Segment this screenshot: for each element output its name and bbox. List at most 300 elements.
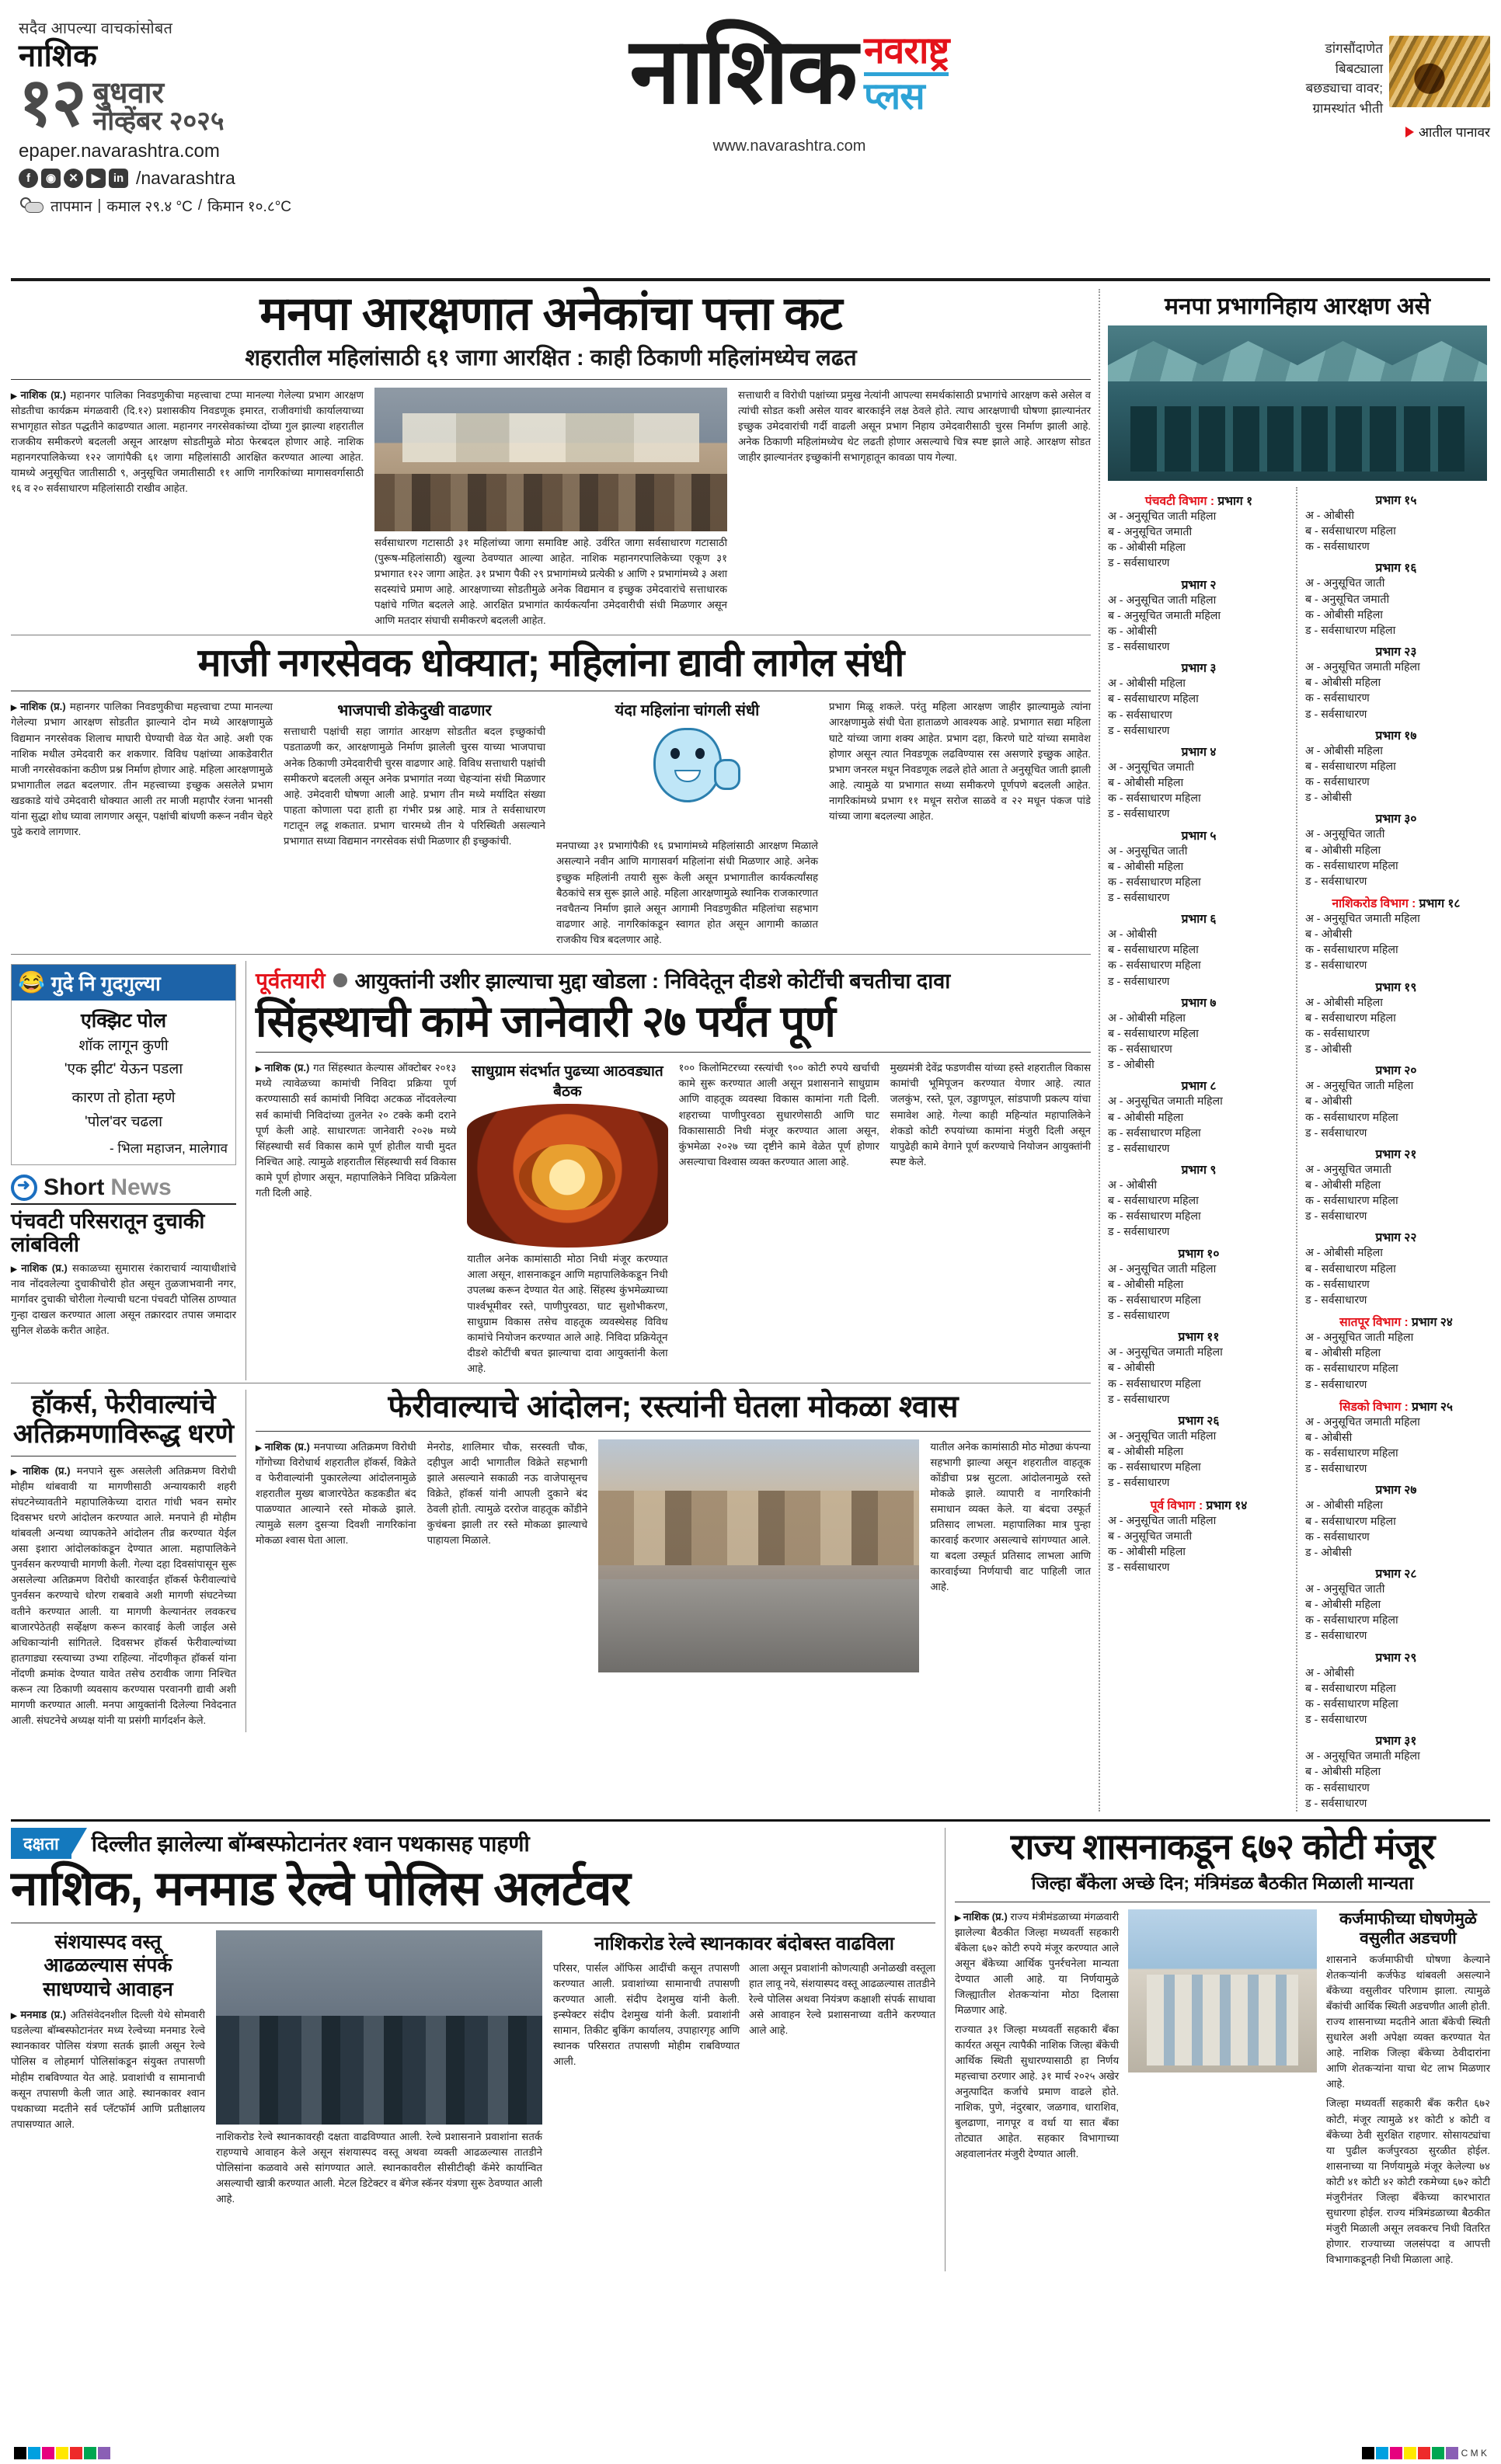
reservation-row: क - सर्वसाधारण महिला <box>1108 1461 1201 1474</box>
reservation-row: ड - सर्वसाधारण <box>1305 959 1367 973</box>
masthead-center <box>322 17 1257 272</box>
reservation-row: क - सर्वसाधारण <box>1108 1043 1172 1056</box>
facebook-icon[interactable]: f <box>19 169 38 188</box>
hawkers-col-4 <box>930 1439 1091 1672</box>
reservation-row: क - सर्वसाधारण महिला <box>1108 1126 1201 1140</box>
x-icon[interactable]: ✕ <box>64 169 83 188</box>
reservation-row: ड - सर्वसाधारण <box>1108 1142 1170 1155</box>
reservation-row: क - सर्वसाधारण महिला <box>1305 859 1398 872</box>
linkedin-icon[interactable]: in <box>109 169 128 188</box>
reservation-dept-heading: सिडको विभाग : प्रभाग २५ <box>1339 1400 1453 1414</box>
reservation-row: अ - अनुसूचित जमाती महिला <box>1305 912 1420 925</box>
instagram-icon[interactable]: ◉ <box>41 169 61 188</box>
logo <box>629 20 949 124</box>
reservation-row: ब - ओबीसी महिला <box>1305 1766 1381 1779</box>
date-day: १२ <box>19 65 85 140</box>
reservation-row: अ - अनुसूचित जाती महिला <box>1305 1331 1414 1345</box>
promo-text <box>1306 36 1383 118</box>
railway-subheadline: नाशिकरोड रेल्वे स्थानकावर बंदोबस्त वाढविला <box>594 1933 895 1954</box>
lead-col-2 <box>374 388 727 632</box>
main-column <box>11 289 1091 1811</box>
reservation-row: क - सर्वसाधारण <box>1305 776 1370 789</box>
reservation-prabhag-heading: प्रभाग २८ <box>1375 1567 1417 1581</box>
social-handle: /navarashtra <box>136 167 235 188</box>
reservation-row: ड - सर्वसाधारण <box>1305 1797 1367 1810</box>
tagline: सदैव आपल्या वाचकांसोबत <box>19 20 173 37</box>
promo-footer-text: आतील पानावर <box>1418 125 1490 140</box>
reservation-row: अ - अनुसूचित जाती महिला <box>1108 1262 1217 1276</box>
reservation-row: क - सर्वसाधारण महिला <box>1305 1363 1398 1376</box>
footer-bar <box>0 2447 1501 2464</box>
reservation-prabhag-heading: प्रभाग २१ <box>1375 1147 1417 1161</box>
color-chip <box>1446 2447 1458 2459</box>
hawkers-columns <box>256 1439 1091 1672</box>
hawkers-left <box>11 1390 236 1732</box>
hawkers-row <box>11 1390 1091 1732</box>
logo-brand-line2: प्लस <box>864 76 925 117</box>
reservation-row: ब - सर्वसाधारण महिला <box>1108 1027 1199 1040</box>
second-col3-body: मनपाच्या ३१ प्रभागांपैकी १६ प्रभागांमध्ये महिलांसाठी आरक्षण मिळाले असल्याने नवीन आणि मागासवर्ग महिलांना संधी मिळणार आहे. अनेक इच्छुक महिलांनी तयारी सुरू केली असून प्रभागातील कार्यकर्त्यांसह बैठकांचे सत्र सुरू झाले आहे. महिला आरक्षणामुळे स्थानिक राजकारणात नवचैतन्य निर्माण झाले असून आगामी निवडणुकीत महिलांचा सहभाग वाढणार आहे. नागरिकांकडून स्वागत होत असून आगामी काळात राजकीय चित्र बदलणार आहे. <box>556 840 818 945</box>
left-sidebar <box>11 961 236 1380</box>
reservation-row: ड - सर्वसाधारण <box>1108 1477 1170 1490</box>
reservation-row: क - सर्वसाधारण <box>1305 1781 1370 1794</box>
reservation-row: अ - ओबीसी महिला <box>1108 1011 1186 1025</box>
reservation-row: क - सर्वसाधारण महिला <box>1108 959 1201 973</box>
bank-building-photo <box>1128 1909 1317 2072</box>
reservation-row: ड - सर्वसाधारण <box>1305 708 1367 721</box>
reservation-prabhag-heading: प्रभाग १६ <box>1375 562 1417 576</box>
budget-columns <box>955 1909 1490 2272</box>
reservation-prabhag-heading: प्रभाग १७ <box>1375 729 1417 743</box>
reservation-row: ब - सर्वसाधारण महिला <box>1305 760 1396 773</box>
reservation-row: ब - सर्वसाधारण महिला <box>1305 1515 1396 1528</box>
masthead <box>11 0 1490 272</box>
gude-line-2: 'एक झीट' येऊन पडला <box>64 1061 183 1078</box>
temp-divider: | <box>97 197 102 214</box>
reservation-row: अ - ओबीसी <box>1108 1179 1158 1192</box>
reservation-row: अ - अनुसूचित जमाती महिला <box>1108 1346 1223 1359</box>
social-row <box>19 168 322 189</box>
street-photo <box>598 1439 919 1672</box>
reservation-prabhag-heading: प्रभाग २ <box>1181 578 1217 592</box>
budget-col-1 <box>955 1909 1119 2272</box>
reservation-prabhag-heading: प्रभाग ११ <box>1178 1331 1220 1345</box>
reservation-row: ब - ओबीसी महिला <box>1108 777 1184 790</box>
date-block <box>19 65 322 140</box>
reservation-row: ब - ओबीसी महिला <box>1108 1278 1184 1291</box>
budget-col3-body: जिल्हा मध्यवर्ती सहकारी बँक करीत ६७२ कोटी, मंजूर त्यामुळे ४१ कोटी ४ कोटी व बँकेच्या ठेवी सुरक्षित राहणार. सोसायट्यांचा या पुढील कर्जपुरवठा सुरळीत होईल. शासनाच्या या निर्णयामुळे मंजूर केलेल्या ७४ कोटी ४१ कोटी ४२ कोटी रकमेच्या ६७२ कोटी मंजुरीनंतर जिल्हा बँकेच्या कारभारात सुधारणा होईल. राज्य मंत्रिमंडळाच्या बैठकीत मंजुरी मिळाली असून लवकरच निधी वितरित होणार. राज्याच्या जलसंपदा व आपत्ती विभागाकडूनही निधी मिळाला आहे. <box>1325 2097 1490 2266</box>
lead-story <box>11 289 1091 632</box>
second-col4-body: प्रभाग मिळू शकले. परंतु महिला आरक्षण जाहीर झाल्यामुळे त्यांना आरक्षणामुळे संधी घेता हाताळणे आवश्यक आहे. प्रभागात सद्या महिला घाटे यांच्या जागा शक्य आहेत. प्रभाग दहा, किरणे घाटे यांच्या समावेश होणार असून त्यात निवडणूक लढविण्यास रस असणारे इच्छुक आहेत. प्रभाग जनरल मधून निवडणूक लढले होते आता ते अनुसूचित जाती झाली आहे. त्यामुळे या प्रभागात सध्या समीकरणे पूर्णपणे बदलली आहेत. नागरिकांमध्ये प्रभाग ११ मधून सरोज साळवे व २२ मधून पंकज पांडे यांच्या जागा बदलल्या आहेत. <box>829 701 1091 822</box>
reservation-row: क - सर्वसाधारण <box>1305 1530 1370 1543</box>
reservation-row: ड - सर्वसाधारण <box>1108 808 1170 821</box>
second-columns <box>11 699 1091 951</box>
date-weekday: बुधवार <box>92 77 165 110</box>
color-chip <box>70 2447 82 2459</box>
weather-row <box>19 196 322 216</box>
simhastha-columns <box>256 1060 1091 1380</box>
reservation-prabhag-heading: प्रभाग ८ <box>1181 1080 1217 1094</box>
hawkers-left-body: मनपाने सुरू असलेली अतिक्रमण विरोधी मोहीम थांबवावी या मागणीसाठी अन्यायकारी शहरी संघटनेच्यावतीने महापालिकेच्या दारात गांधी भवन समोर दिवसभर धरणे आंदोलन करण्यात आले. मनपाने ही मोहीम थांबवली अन्यथा व्यापकतेने आंदोलन तीव्र करण्यात येईल असा इशारा आंदोलकांकडून देण्यात आला. महापालिकेने पुनर्वसन करण्याची मागणी केली. गेल्या दहा दिवसांपासून सुरू असलेल्या अतिक्रमण विरोधी कारवाईत हॉकर्स फेरीवाल्यांचे पुनर्वसन करण्याचे धोरण राबवावे अशी मागणी संघटनेच्या वतीने करण्यात आली. या मागणी केल्यानंतर लवकरच बाजारपेठेतही सर्व्हेक्षण करून कारवाई केली जाईल असे अधिकाऱ्यांनी सांगितले. दिवसभर हॉकर्स फेरीवाल्यांच्या हातगाड्या रस्त्याच्या उभ्या राहिल्या. नोंदणीकृत हॉकर्स यांना नोंदणी क्रमांक देण्यात यावेत तसेच ठरावीक जागा निश्चित करून त्या ठिकाणी व्यवसाय करण्यास परवानगी द्यावी अशी मागणी करण्यात आली. मनपा आयुक्तांनी दिलेल्या निवेदनात आली. संघटनेचे अध्यक्ष यांनी या प्रसंगी मार्गदर्शन केले. <box>11 1464 236 1726</box>
simhastha-row <box>11 961 1091 1380</box>
masthead-right <box>1257 17 1490 272</box>
reservation-row: अ - ओबीसी महिला <box>1305 1499 1383 1512</box>
reservation-prabhag-heading: प्रभाग १९ <box>1375 980 1417 994</box>
alert-tag: दक्षता <box>11 1828 71 1859</box>
simhastha-col3-body: १०० किलोमिटरच्या रस्त्यांची ९०० कोटी रुपये खर्चाची कामे सुरू करण्यात आली असून प्रशासनाने साधुग्राम आणि वाहतूक व्यवस्था विकास कामांना गती दिली. शहराच्या पाणीपुरवठा सुधारणेसाठी आणि घाट विकासासाठी निधी मंजूर करण्यात आला असून, कुंभमेळा २०२७ च्या दृष्टीने कामे वेळेत पूर्ण होणार असल्याचा विश्वास व्यक्त करण्यात आला आहे. <box>678 1062 879 1168</box>
reservation-prabhag-heading: प्रभाग १० <box>1178 1247 1220 1261</box>
gude-header <box>12 965 235 1001</box>
reservation-row: ब - ओबीसी महिला <box>1305 677 1381 690</box>
reservation-prabhag-heading: प्रभाग २२ <box>1375 1231 1417 1245</box>
reservation-row: ब - सर्वसाधारण महिला <box>1108 693 1199 706</box>
hawkers-col1-body: मनपाच्या अतिक्रमण विरोधी गोंगोच्या विरोधार्थ शहरातील हॉकर्स, विक्रेते व फेरीवाल्यांनी पुकारलेल्या आंदोलनामुळे शहरातील मुख्य बाजारपेठेत कडकडीत बंद पाळण्यात आल्याने रस्ते मोकळे झाले. त्यामुळे सलग दुसऱ्या दिवशी नागरिकांना मोकळा श्वास घेता आला. <box>256 1440 416 1547</box>
reservation-row: ड - सर्वसाधारण <box>1108 1393 1170 1406</box>
simhastha-kicker-row <box>256 966 1091 995</box>
dateline: ▶ नाशिक (प्र.) <box>11 1465 71 1477</box>
reservation-row: अ - ओबीसी महिला <box>1305 996 1383 1009</box>
color-chip <box>1376 2447 1388 2459</box>
color-chip <box>42 2447 54 2459</box>
budget-right-body: शासनाने कर्जमाफीची घोषणा केल्याने शेतकऱ्यांनी कर्जफेड थांबवली असल्याने बँकेच्या वसुलीवर परिणाम झाला. त्यामुळे बँकांची आर्थिक स्थिती अडचणीत आली होती. राज्य शासनाच्या मदतीने आता बँकेची स्थिती सुधारेल अशी अपेक्षा व्यक्त करण्यात येत आहे. नाशिक जिल्हा बँकेच्या ठेवीदारांना आणि शेतकऱ्यांना याचा थेट लाभ मिळणार आहे. <box>1325 1953 1490 2090</box>
hawkers-col-1 <box>256 1439 416 1672</box>
reservation-row: अ - अनुसूचित जाती <box>1305 1582 1385 1596</box>
lead-subhead: शहरातील महिलांसाठी ६१ जागा आरक्षित : काही ठिकाणी महिलांमध्येच लढत <box>245 345 857 371</box>
short-news-body: सकाळच्या सुमारास रंकाराचार्य न्यायाधीशांचे नाव नोंदवलेल्या दुचाकीचोरी होत असून तुळजाभवानी नगर, मार्गावर दुचाकी चोरीला गेल्याची घटना पंचवटी पोलिस ठाण्यात गुन्हा दाखल करण्यात आला असून तक्रारदार तपास जमादार सुनिल शेळके करीत आहेत. <box>11 1262 236 1336</box>
reservation-row: क - सर्वसाधारण महिला <box>1108 1293 1201 1307</box>
reservation-row: अ - अनुसूचित जाती <box>1305 577 1385 590</box>
reservation-row: अ - ओबीसी <box>1305 510 1355 522</box>
promo-line-3: बछड्याचा वावर; <box>1305 81 1383 96</box>
reservation-row: क - सर्वसाधारण महिला <box>1305 1447 1398 1460</box>
simhastha-kicker-text: आयुक्तांनी उशीर झाल्याचा मुद्दा खोडला : निविदेतून दीडशे कोटींची बचतीचा दावा <box>354 969 951 994</box>
color-registration-right <box>1362 2447 1458 2459</box>
reservation-row: ड - सर्वसाधारण <box>1108 641 1170 654</box>
reservation-col-right <box>1305 487 1487 1811</box>
reservation-row: अ - अनुसूचित जमाती महिला <box>1305 1750 1420 1763</box>
reservation-row: ड - सर्वसाधारण <box>1108 557 1170 570</box>
second-story <box>11 642 1091 951</box>
color-chip <box>1404 2447 1416 2459</box>
reservation-row: ड - सर्वसाधारण <box>1108 1561 1170 1574</box>
simhastha-col-2 <box>467 1060 667 1380</box>
masthead-rule <box>11 278 1490 281</box>
reservation-row: ड - सर्वसाधारण <box>1108 1310 1170 1323</box>
reservation-row: ब - ओबीसी महिला <box>1305 1179 1381 1192</box>
gude-line-4: 'पोल'वर चढला <box>84 1113 163 1130</box>
reservation-col-left <box>1108 487 1297 1811</box>
reservation-row: ड - सर्वसाधारण <box>1305 1126 1367 1140</box>
reservation-row: क - सर्वसाधारण महिला <box>1305 944 1398 957</box>
lead-col1-body: महानगर पालिका निवडणुकीचा महत्त्वाचा टप्पा मानल्या गेलेल्या प्रभाग आरक्षण सोडतीचा कार्यक्रम मंगळवारी (दि.१२) प्रशासकीय निवडणूक इमारत, राजीवगांधी कार्यालयाच्या सभागृहात सोडत पद्धतीने काढण्यात आला. महानगर नगरसेवकांच्या दोंघ्या गुल झाल्या शहरातील राजकीय समीकरणे बदलली असून आरक्षण सोडतीमुळे मोठा फेरबदल होणार आहे. नाशिक महानगरपालिकेच्या १२२ जागांपैकी ६१ जागा महिलांसाठी आरक्षित करण्यात आल्या आहेत. यामध्ये अनुसूचित जातीसाठी ९, अनुसूचित जमातीसाठी ११ आणि नागरिकांच्या मागासवर्गासाठी १६ व २० सर्वसाधारण महिलांसाठी राखीव आहेत. <box>11 389 364 495</box>
cmyk-label: C M K <box>1461 2448 1487 2459</box>
second-col1-body: महानगर पालिका निवडणुकीचा महत्त्वाचा टप्पा मानल्या गेलेल्या प्रभाग आरक्षण सोडतीत झाल्याने दोन मध्ये आरक्षणामुळे विद्यमान नगरसेवक शिलाच माघारी घेण्याची वेळ येत आहे. अशी एक नाशिक मधील उमेदवारी कर शकणार. विविध पक्षांच्या आकडेवारीत माजी नगरसेवकांना कठीण प्रश्न निर्माण होणार आहे. महिला आरक्षणामुळे प्रभागातील लढत बदलणार. तीन महत्त्वाच्या इच्छुक असलेले प्रभाग खडकाडे यांचे उमेदवारी धोक्यात आली तर माजी महापौर रंजना भानसी यांना सुद्धा शोध घ्यावा लागणार असून, पक्षांची बांधणी करून नवीन चेहरे पुढे करावे लागणार. <box>11 701 273 837</box>
reservation-prabhag-heading: प्रभाग १५ <box>1375 494 1417 507</box>
hawkers-col-3 <box>598 1439 919 1672</box>
reservation-prabhag-heading: प्रभाग २७ <box>1375 1484 1417 1498</box>
reservation-row: अ - ओबीसी <box>1108 928 1158 941</box>
reservation-dept-heading: पंचवटी विभाग : प्रभाग १ <box>1144 495 1253 508</box>
hawkers-right-headline: फेरीवाल्याचे आंदोलन; रस्त्यांनी घेतला मोकळा श्वास <box>388 1389 959 1424</box>
second-col2-body: सत्ताधारी पक्षांची सहा जागांत आरक्षण सोडतीत बदल इच्छुकांची पडताळणी कर, आरक्षणामुळे निर्माण झालेली चुरस याच्या भाजपाचा अनेक ठिकाणी उमेदवारीची चुरस वाढणार आहे. विविध सत्ताधारी पक्षांची समीकरणे बदलली असून अनेक प्रभागांत नव्या चेहऱ्यांना संधी मिळणार आहे. उमेदवारी घोषणा आली आहे. प्रभाग तीन मध्ये मर्यादित संख्या पाहता कोणाला पदा हाती हा गंभीर प्रश्न आहे. मात्र ते सर्वसाधारण गटातून लढू शकतात. प्रभाग चारमध्ये तीन ये परिस्थिती असल्याने प्रभागात सध्या विद्यमान नगरसेवक संधी मिळणार ही इच्छुकांची. <box>284 726 545 847</box>
reservation-row: क - सर्वसाधारण महिला <box>1108 1210 1201 1223</box>
reservation-prabhag-heading: प्रभाग २६ <box>1178 1414 1220 1428</box>
simhastha-col-4 <box>890 1060 1091 1380</box>
temp-min: किमान १०.८°C <box>207 198 292 215</box>
reservation-row: अ - ओबीसी महिला <box>1305 744 1383 757</box>
temp-max: कमाल २९.४ °C <box>106 198 193 215</box>
railway-story <box>11 1828 935 2271</box>
reservation-row: क - सर्वसाधारण महिला <box>1305 1111 1398 1124</box>
promo-photo <box>1389 36 1490 107</box>
lead-columns <box>11 388 1091 632</box>
reservation-row: क - ओबीसी महिला <box>1108 541 1186 555</box>
hawkers-col-2 <box>427 1439 588 1672</box>
reservation-prabhag-heading: प्रभाग ९ <box>1181 1164 1217 1177</box>
reservation-row: ब - अनुसूचित जमाती <box>1108 526 1193 539</box>
lead-col-3 <box>738 388 1091 632</box>
budget-right-head: कर्जमाफीच्या घोषणेमुळे वसुलीत अडचणी <box>1339 1909 1477 1947</box>
reservation-row: अ - अनुसूचित जाती महिला <box>1108 1514 1217 1527</box>
reservation-row: ड - सर्वसाधारण <box>1108 891 1170 904</box>
reservation-row: अ - अनुसूचित जमाती महिला <box>1305 661 1420 674</box>
second-col-1 <box>11 699 273 951</box>
reservation-prabhag-heading: प्रभाग ७ <box>1181 996 1217 1010</box>
logo-brand-line1: नवराष्ट्र <box>864 30 949 71</box>
second-headline: माजी नगरसेवक धोक्यात; महिलांना द्यावी लागेल संधी <box>197 641 904 685</box>
police-photo <box>216 1930 542 2125</box>
railway-side-head: संशयास्पद वस्तू आढळल्यास संपर्क साधण्याचे आवाहन <box>43 1930 173 2000</box>
youtube-icon[interactable]: ▶ <box>86 169 106 188</box>
temp-label: तापमान <box>50 198 92 215</box>
promo-line-2: बिबट्याला <box>1335 61 1383 76</box>
masthead-left <box>11 17 322 272</box>
reservation-row: क - ओबीसी <box>1108 625 1158 638</box>
reservation-row: ब - ओबीसी <box>1108 1362 1155 1375</box>
website-url[interactable]: www.navarashtra.com <box>712 137 866 155</box>
reservation-row: ड - ओबीसी <box>1305 792 1352 805</box>
simhastha-subhead: साधुग्राम संदर्भात पुढच्या आठवड्यात बैठक <box>472 1063 663 1101</box>
reservation-row: ब - ओबीसी <box>1305 928 1353 941</box>
reservation-title: मनपा प्रभागनिहाय आरक्षण असे <box>1164 294 1431 319</box>
short-news-label-2: News <box>110 1175 172 1201</box>
reservation-row: ब - ओबीसी महिला <box>1305 1599 1381 1612</box>
reservation-row: अ - ओबीसी महिला <box>1305 1247 1383 1260</box>
color-chip <box>28 2447 40 2459</box>
reservation-row: ड - सर्वसाधारण <box>1108 975 1170 988</box>
reservation-row: ब - ओबीसी <box>1305 1431 1353 1444</box>
lead-col2-body: सर्वसाधारण गटासाठी ३१ महिलांच्या जागा समाविष्ट आहे. उर्वरित जागा सर्वसाधारण गटासाठी (पुरूष-महिलांसाठी) खुल्या ठेवण्यात आल्या आहेत. नाशिक महानगरपालिकेच्या एकूण ३१ प्रभागात १२२ जागा आहेत. ३१ प्रभाग पैकी २९ प्रभागांमध्ये प्रत्येकी ४ आणि २ प्रभागांमध्ये ३ अशा सदस्यांचे प्रमाण आहे. आरक्षणाच्या सोडतीमुळे अनेक विद्यमान व इच्छुक उमेदवारांचे सत्ताधारक पक्षांचे गणित बदलले आहे. आरक्षित प्रभागांत कार्यकर्त्यांना उमेदवारीची संधी मिळणार असून आणि मतदार संघाची समीकरणे बदलली आहेत. <box>374 537 727 627</box>
reservation-row: ब - ओबीसी <box>1305 1095 1353 1108</box>
reservation-row: ब - ओबीसी महिला <box>1108 1446 1184 1459</box>
lead-col-1 <box>11 388 364 632</box>
reservation-row: क - ओबीसी महिला <box>1305 608 1383 621</box>
vertical-divider <box>945 1828 946 2271</box>
reservation-row: ड - सर्वसाधारण <box>1305 1293 1367 1307</box>
reservation-prabhag-heading: प्रभाग ३१ <box>1375 1735 1417 1749</box>
dateline: ▶ नाशिक (प्र.) <box>11 389 66 401</box>
bullet-dot-icon <box>333 973 347 987</box>
reservation-columns <box>1108 487 1487 1811</box>
simhastha-headline: सिंहस्थाची कामे जानेवारी २७ पर्यंत पूर्ण <box>256 996 835 1046</box>
reservation-row: ड - सर्वसाधारण <box>1305 875 1367 888</box>
short-news-header <box>11 1175 236 1205</box>
lead-col3-body: सत्ताधारी व विरोधी पक्षांच्या प्रमुख नेत्यांनी आपल्या समर्थकांसाठी प्रभागांचे आरक्षण कसे असेल व त्यांची सोडत कशी असेल यावर बारकाईने लक्ष ठेवले होते. त्याच आरक्षणाची घोषणा झाल्यानंतर इच्छुक उमेदवारांची गर्दी वाढली असून प्रभाग निहाय उमेदवारीसाठी चुरस निर्माण झाली आहे. अनेक ठिकाणी महिलांमध्येच थेट लढती होणार असल्याचे चित्र स्पष्ट झाले आहे. आरक्षण सोडत जाहीर झाल्यानंतर इच्छुकांनी सभागृहातून कावळा पाय गेल्या. <box>738 389 1091 464</box>
reservation-row: अ - ओबीसी <box>1305 1666 1355 1679</box>
dateline: ▶ नाशिक (प्र.) <box>955 1911 1008 1923</box>
second-col-3 <box>556 699 818 951</box>
simhastha-col1-body: गत सिंहस्थात केल्यास ऑक्टोबर २०१३ मध्ये त्यावेळच्या कामांची निविदा प्रक्रिया पूर्ण करण्यासाठी सर्व कामांची निविदा अटकळ नोंदवलेल्या सर्व कामांची निविदांच्या तुलनेत २० टक्के कमी दराने पूर्ण केली आहे. साधारणतः जानेवारी २०२७ मध्ये सिंहस्थाची सर्व विकास कामे पूर्ण होतील याची मुदत निश्चित आहे. त्यामुळे शहरातील सिंहस्थाची सर्व विकास कामे पूर्ण होणार असून, महापालिकेने निविदा प्रक्रियेला गती दिली आहे. <box>256 1062 457 1199</box>
reservation-row: ब - सर्वसाधारण महिला <box>1108 944 1199 957</box>
railway-kicker: दिल्लीत झालेल्या बॉम्बस्फोटानंतर श्वान पथकासह पाहणी <box>91 1831 530 1856</box>
reservation-row: क - सर्वसाधारण <box>1305 692 1370 705</box>
reservation-row: अ - अनुसूचित जमाती महिला <box>1305 1415 1420 1429</box>
gude-byline: - भिला महाजन, मालेगाव <box>109 1141 228 1157</box>
reservation-panel <box>1099 289 1487 1811</box>
epaper-url[interactable]: epaper.navarashtra.com <box>19 140 220 162</box>
railway-sidebar <box>11 1930 205 2211</box>
reservation-prabhag-heading: प्रभाग ४ <box>1181 745 1217 759</box>
reservation-prabhag-heading: प्रभाग २९ <box>1375 1651 1417 1665</box>
budget-story <box>955 1825 1490 2271</box>
reservation-row: क - सर्वसाधारण महिला <box>1108 875 1201 889</box>
hawkers-col2-body: मेनरोड, शालिमार चौक, सरस्वती चौक, दहीपुल आदी भागातील विक्रेते सहभागी झाले असल्याने सकाळी नऊ वाजेपासूनच विक्रेते, हॉकर्स यांनी आपली दुकाने बंद ठेवली होती. त्यामुळे दररोज वाहतूक कोंडीने कुचंबना झाली तर रस्ते मोकळा झाल्याचे पाहायला मिळाले. <box>427 1440 588 1547</box>
reservation-row: क - सर्वसाधारण महिला <box>1305 1195 1398 1208</box>
gude-line-3: कारण तो होता म्हणे <box>71 1090 176 1107</box>
railway-col1-body: अतिसंवेदनशील दिल्ली येथे सोमवारी घडलेल्या बॉम्बस्फोटानंतर मध्य रेल्वेच्या मनमाड रेल्वे स्थानकावर पोलिस यंत्रणा सतर्क झाली असून रेल्वे पोलिस व लोहमार्ग पोलिसांकडून संयुक्त तपासणी मोहीम राबविण्यात येत आहे. प्रवाशांची व सामानाची कसून तपासणी केली जात आहे. स्थानकावर श्वान पथकाच्या मदतीने सर्व प्लॅटफॉर्म आणि प्रतीक्षालय तपासण्यात आले. <box>11 2009 205 2130</box>
budget-headline: राज्य शासनाकडून ६७२ कोटी मंजूर <box>1010 1825 1435 1867</box>
reservation-row: अ - अनुसूचित जाती महिला <box>1305 1080 1414 1093</box>
color-registration-left <box>14 2447 110 2459</box>
promo-footer[interactable] <box>1306 123 1490 141</box>
reservation-dept-heading: पूर्व विभाग : प्रभाग १४ <box>1150 1498 1248 1512</box>
reservation-row: क - सर्वसाधारण <box>1305 1278 1370 1291</box>
promo-line-1: डांगसौंदाणेत <box>1325 41 1383 56</box>
budget-col1-body: राज्य मंत्रीमंडळाच्या मंगळवारी झालेल्या बैठकीत जिल्हा मध्यवर्ती सहकारी बँकेला ६७२ कोटी रुपये मंजूर करण्यात आले असून बँकेच्या आर्थिक पुनर्रचनेला मान्यता देण्यात आली आहे. या निर्णयामुळे जिल्ह्यातील शेतकऱ्यांना मोठा दिलासा मिळणार आहे. <box>955 1910 1120 2016</box>
simhastha-story <box>256 961 1091 1380</box>
body-grid <box>11 289 1490 1811</box>
reservation-row: अ - अनुसूचित जाती महिला <box>1108 510 1217 523</box>
simhastha-rule <box>256 1052 1091 1053</box>
color-chip <box>1432 2447 1444 2459</box>
municipal-building-photo <box>1108 325 1487 481</box>
railway-col4-body: आला असून प्रवाशांनी कोणत्याही अनोळखी वस्तूला हात लावू नये, संशयास्पद वस्तू आढळल्यास तातडीने रेल्वे पोलिस अथवा नियंत्रण कक्षाशी संपर्क साधावा असे आवाहन रेल्वे प्रशासनाच्या वतीने करण्यात आले आहे. <box>749 1961 935 2037</box>
reservation-row: ब - अनुसूचित जमाती <box>1305 593 1390 606</box>
reservation-row: ड - सर्वसाधारण महिला <box>1305 624 1396 637</box>
railway-headline: नाशिक, मनमाड रेल्वे पोलिस अलर्टवर <box>11 1861 630 1916</box>
reservation-row: क - सर्वसाधारण <box>1305 1027 1370 1040</box>
color-chip <box>56 2447 68 2459</box>
play-triangle-icon <box>1405 127 1414 137</box>
gude-box <box>11 964 236 1165</box>
simhastha-col-3 <box>679 1060 879 1380</box>
reservation-row: क - सर्वसाधारण महिला <box>1108 1377 1201 1390</box>
reservation-prabhag-heading: प्रभाग ३० <box>1375 813 1417 827</box>
reservation-row: ब - सर्वसाधारण महिला <box>1305 525 1396 538</box>
reservation-row: अ - अनुसूचित जाती महिला <box>1108 1429 1217 1443</box>
logo-brand <box>864 28 949 116</box>
reservation-row: क - सर्वसाधारण <box>1305 541 1370 554</box>
reservation-row: क - सर्वसाधारण महिला <box>1108 792 1201 806</box>
dateline: ▶ नाशिक (प्र.) <box>256 1062 309 1074</box>
dateline: ▶ नाशिक (प्र.) <box>11 1262 68 1274</box>
railway-col-3 <box>553 1930 935 2211</box>
gude-poem-head: एक्झिट पोल <box>80 1009 167 1032</box>
simhastha-col2-body: यातील अनेक कामांसाठी मोठा निधी मंजूर करण्यात आला असून, शासनाकडून आणि महापालिकेकडून निधी उपलब्ध करून देण्यात येत आहे. सिंहस्थ कुंभमेळ्याच्या पार्श्वभूमीवर रस्ते, पाणीपुरवठा, घाट सुशोभीकरण, साधुग्राम विकास तसेच वाहतूक व्यवस्थेसह विविध कामांचे नियोजन करण्यात आले आहे. निविदा प्रक्रियेतून दीडशे कोटींची बचत झाल्याचा दावा आयुक्तांनी केला आहे. <box>467 1253 668 1374</box>
reservation-row: ब - अनुसूचित जमाती <box>1108 1530 1193 1543</box>
reservation-row: ड - सर्वसाधारण <box>1305 1630 1367 1643</box>
gude-body <box>12 1001 235 1164</box>
second-col-4 <box>829 699 1091 951</box>
reservation-row: ब - सर्वसाधारण महिला <box>1305 1262 1396 1276</box>
reservation-row: ब - सर्वसाधारण महिला <box>1305 1011 1396 1025</box>
reservation-row: ब - ओबीसी महिला <box>1108 860 1184 873</box>
reservation-row: ड - ओबीसी <box>1305 1043 1352 1056</box>
color-chip <box>98 2447 110 2459</box>
promo-line-4: ग्रामस्थांत भीती <box>1312 100 1383 116</box>
reservation-row: अ - अनुसूचित जाती <box>1305 828 1385 841</box>
logo-main-text: नाशिक <box>629 20 857 124</box>
reservation-row: ब - सर्वसाधारण महिला <box>1305 1682 1396 1695</box>
promo-teaser[interactable] <box>1306 36 1490 118</box>
dateline: ▶ मनमाड (प्र.) <box>11 2009 66 2020</box>
reservation-row: क - ओबीसी महिला <box>1108 1545 1186 1558</box>
reservation-row: ब - सर्वसाधारण महिला <box>1108 1195 1199 1208</box>
simhastha-col-1 <box>256 1060 456 1380</box>
reservation-row: ड - सर्वसाधारण <box>1108 1226 1170 1239</box>
short-news-headline: पंचवटी परिसरातून दुचाकी लांबविली <box>11 1209 205 1257</box>
reservation-row: क - सर्वसाधारण महिला <box>1305 1614 1398 1627</box>
reservation-row: ड - ओबीसी <box>1305 1546 1352 1559</box>
railway-col2-body: नाशिकरोड रेल्वे स्थानकावरही दक्षता वाढविण्यात आली. रेल्वे प्रशासनाने प्रवाशांना सतर्क राहण्याचे आवाहन केले असून संशयास्पद वस्तू अथवा व्यक्ती आढळल्यास तातडीने पोलिसांना कळवावे असे सांगण्यात आले. स्थानकावरील सीसीटीव्ही कॅमेरे कार्यान्वित असल्याची खात्री करण्यात आली. मेटल डिटेक्टर व बॅगेज स्कॅनर यंत्रणा सुरू ठेवण्यात आली आहे. <box>216 2130 542 2205</box>
budget-col-2 <box>1128 1909 1317 2272</box>
mascot-illustration <box>556 722 818 838</box>
gude-line-1: शॉक लागून कुणी <box>78 1037 169 1054</box>
reservation-row: ड - सर्वसाधारण <box>1305 1714 1367 1727</box>
color-chip <box>1418 2447 1430 2459</box>
reservation-row: ब - ओबीसी महिला <box>1305 1347 1381 1360</box>
reservation-row: ड - सर्वसाधारण <box>1305 1378 1367 1391</box>
second-sub-left: भाजपाची डोकेदुखी वाढणार <box>337 702 492 720</box>
reservation-prabhag-heading: प्रभाग २३ <box>1375 646 1417 660</box>
reservation-row: ब - ओबीसी महिला <box>1108 1111 1184 1124</box>
reservation-row: अ - अनुसूचित जमाती <box>1108 760 1194 774</box>
reservation-row: ब - ओबीसी महिला <box>1305 844 1381 857</box>
second-sub-right: यंदा महिलांना चांगली संधी <box>615 702 760 720</box>
hawkers-col3-body: यातील अनेक कामांसाठी मोठ मोठ्या कंपन्या सहभागी झाल्या असून शहरातील वाहतूक कोंडीचा प्रश्न सुटला. आंदोलनामुळे रस्ते मोकळे झाले. व्यापारी व नागरिकांनी समाधान व्यक्त केले. या बंदचा उस्फूर्त प्रतिसाद लाभला. महापालिका मात्र पुन्हा कारवाई करणार असल्याचे सांगण्यात आले. या बदला उस्फूर्त प्रतिसाद लाभला आणि कारवाईच्या निर्णयाची वाट पाहिली जात आहे. <box>930 1440 1091 1593</box>
reservation-prabhag-heading: प्रभाग ३ <box>1181 662 1217 676</box>
reservation-row: ड - सर्वसाधारण <box>1108 724 1170 737</box>
arrow-circle-icon <box>11 1175 37 1201</box>
simhastha-kicker: पूर्वतयारी <box>256 968 326 993</box>
color-chip <box>1362 2447 1374 2459</box>
reservation-row: अ - अनुसूचित जाती <box>1108 844 1188 858</box>
reservation-row: ब - अनुसूचित जमाती महिला <box>1108 609 1221 622</box>
sun-cloud-icon <box>19 196 45 216</box>
budget-col2-body: राज्यात ३१ जिल्हा मध्यवर्ती सहकारी बँका कार्यरत असून त्यापैकी नाशिक जिल्हा बँकेची आर्थिक स्थिती सुधारण्यासाठी हा निर्णय महत्त्वाचा ठरणार आहे. ३१ मार्च २०२५ अखेर अनुत्पादित कर्जाचे प्रमाण वाढले होते. नाशिक, पुणे, नंदुरबार, जळगाव, धाराशिव, बुलढाणा, नागपूर व वर्धा या सात बँका तोट्यात आहेत. सहकार विभागाच्या अहवालानंतर मंजुरी देण्यात आली. <box>955 2023 1120 2160</box>
reservation-row: ड - सर्वसाधारण <box>1305 1463 1367 1476</box>
reservation-row: अ - ओबीसी महिला <box>1108 677 1186 691</box>
reservation-dept-heading: सातपूर विभाग : प्रभाग २४ <box>1339 1316 1453 1330</box>
railway-col3-body: परिसर, पार्सल ऑफिस आदींची कसून तपासणी करण्यात आली. प्रवाशांच्या सामानाची तपासणी करण्यात आली. संदीप देशमुख यांनी केली. इन्स्पेक्टर संदीप देशमुख यांनी केली. प्रवाशांनी सामान, तिकीट बुकिंग कार्यालय, उपाहारगृह आणि स्थानक परिसरात तपासणी मोहीम राबविण्यात आली. <box>553 1961 740 2068</box>
reservation-row: ड - ओबीसी <box>1108 1059 1154 1072</box>
reservation-dept-heading: नाशिकरोड विभाग : प्रभाग १८ <box>1332 896 1461 910</box>
reservation-row: क - सर्वसाधारण महिला <box>1305 1697 1398 1711</box>
second-col-2 <box>284 699 545 951</box>
reservation-row: अ - अनुसूचित जमाती महिला <box>1108 1095 1223 1108</box>
laughing-face-icon: 😂 <box>18 970 45 995</box>
dateline: ▶ नाशिक (प्र.) <box>256 1441 310 1453</box>
